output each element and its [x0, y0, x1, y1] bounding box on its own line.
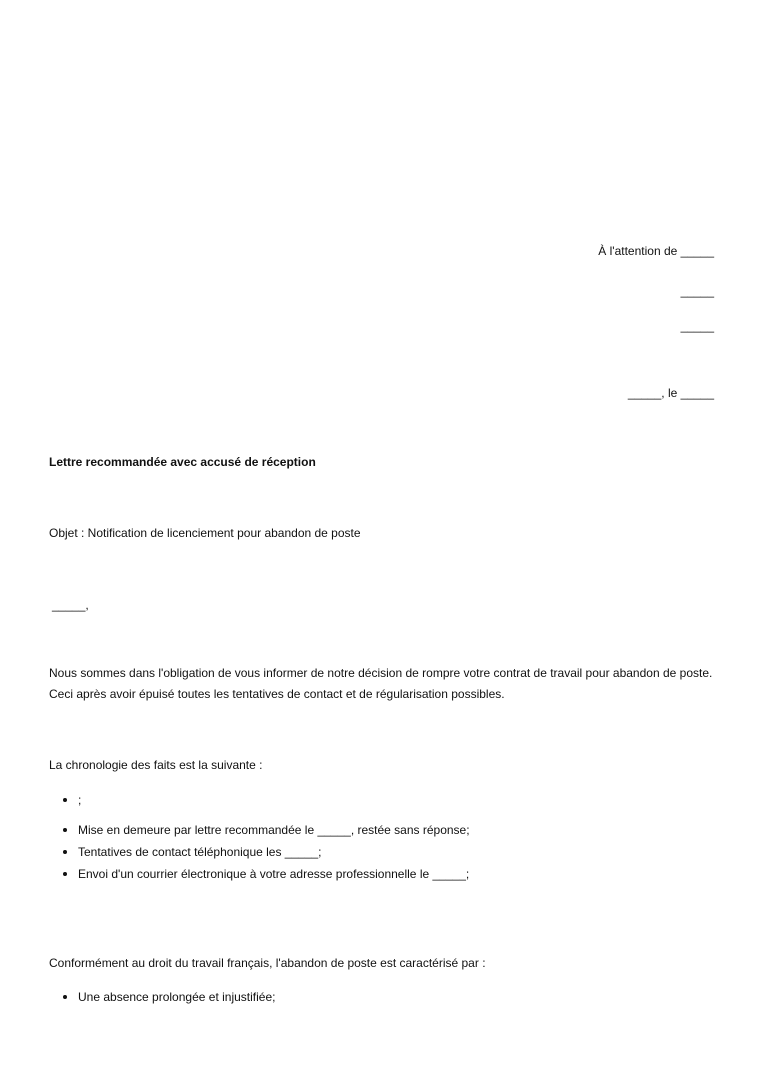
registered-mail-heading: Lettre recommandée avec accusé de réception: [49, 455, 316, 469]
bullet-icon: [63, 872, 67, 876]
recipient-address-line-1: _____: [680, 284, 714, 298]
chronology-heading: La chronologie des faits est la suivante :: [49, 758, 263, 772]
recipient-attention-line: À l'attention de _____: [598, 244, 714, 258]
law-heading: Conformément au droit du travail français, l'abandon de poste est caractérisé par :: [49, 956, 486, 970]
list-item: [49, 841, 714, 863]
recipient-address-line-2: _____: [680, 319, 714, 333]
bullet-icon: [63, 798, 67, 802]
place-date-line: _____, le _____: [627, 386, 714, 400]
list-item-text: ;: [78, 793, 82, 807]
bullet-icon: [63, 995, 67, 999]
list-item: [49, 986, 714, 1008]
list-item-text: Mise en demeure par lettre recommandée le _____, restée sans réponse;: [78, 823, 470, 837]
list-item-text: Tentatives de contact téléphonique les _____;: [78, 845, 322, 859]
list-item: [49, 863, 714, 885]
list-item-text: Une absence prolongée et injustifiée;: [78, 990, 276, 1004]
list-item-text: Envoi d'un courrier électronique à votre adresse professionnelle le _____;: [78, 867, 470, 881]
list-item: [49, 819, 714, 841]
law-list: [49, 986, 714, 1008]
intro-paragraph: Nous sommes dans l'obligation de vous informer de notre décision de rompre votre contrat de travail pour abandon de poste. Ceci après avoir épuisé toutes les tentatives de contact et de régularisation possibles.: [49, 666, 713, 701]
bullet-icon: [63, 850, 67, 854]
bullet-icon: [63, 828, 67, 832]
list-item: [49, 789, 714, 811]
salutation: _____,: [52, 598, 89, 612]
chronology-list: [49, 789, 714, 885]
subject-line: Objet : Notification de licenciement pour abandon de poste: [49, 526, 361, 540]
